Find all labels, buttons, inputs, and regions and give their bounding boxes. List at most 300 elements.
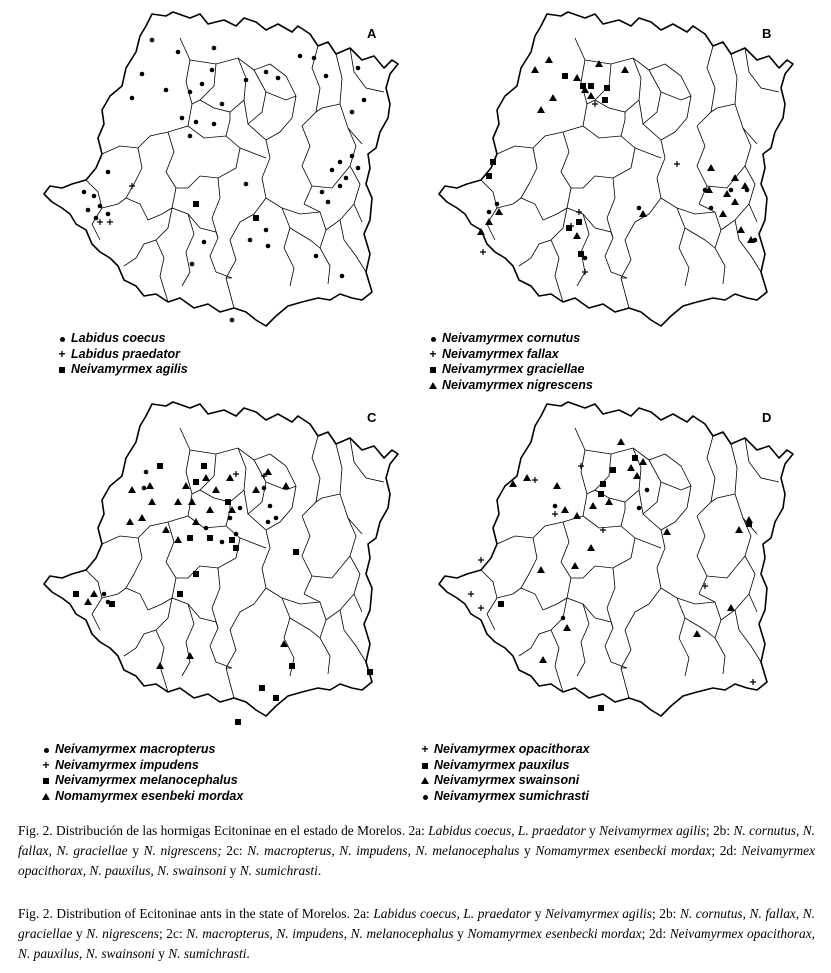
record-dot-marker xyxy=(326,200,331,205)
municipality-border xyxy=(699,594,725,674)
municipality-border xyxy=(661,198,689,286)
record-plus-marker xyxy=(592,101,598,107)
record-dot-marker xyxy=(298,54,303,59)
record-triangle-marker xyxy=(587,92,595,99)
record-dot-marker xyxy=(190,262,195,267)
municipality-border xyxy=(302,46,320,126)
record-dot-marker xyxy=(130,96,135,101)
municipality-border xyxy=(102,198,148,220)
record-dot-marker xyxy=(350,110,355,115)
municipality-border xyxy=(254,140,270,214)
record-plus-marker xyxy=(532,477,538,483)
dot-symbol-icon xyxy=(427,331,439,347)
record-triangle-marker xyxy=(146,482,154,489)
municipality-border xyxy=(304,204,330,284)
municipality-border xyxy=(340,610,366,662)
municipality-border xyxy=(156,240,168,302)
map-panel-d xyxy=(435,398,795,808)
record-triangle-marker xyxy=(539,656,547,663)
municipality-border xyxy=(226,604,254,698)
record-dot-marker xyxy=(176,50,181,55)
record-dot-marker xyxy=(92,194,97,199)
record-square-marker xyxy=(604,85,610,91)
legend-d xyxy=(419,742,590,804)
municipality-border xyxy=(643,118,687,140)
municipality-border xyxy=(156,630,168,692)
record-triangle-marker xyxy=(174,536,182,543)
legend-a xyxy=(56,331,188,378)
municipality-border xyxy=(587,454,611,494)
municipality-border xyxy=(124,208,172,266)
municipality-border xyxy=(216,662,232,668)
municipality-border xyxy=(735,610,761,662)
record-triangle-marker xyxy=(549,94,557,101)
record-square-marker xyxy=(632,455,638,461)
record-dot-marker xyxy=(320,190,325,195)
legend-item: Neivamyrmex agilis xyxy=(56,362,188,378)
record-plus-marker xyxy=(478,605,484,611)
record-dot-marker xyxy=(220,540,225,545)
municipality-border xyxy=(290,618,320,638)
record-dot-marker xyxy=(188,90,193,95)
record-triangle-marker xyxy=(206,506,214,513)
record-triangle-marker xyxy=(595,60,603,67)
map-panel-a xyxy=(40,8,400,398)
record-square-marker xyxy=(193,571,199,577)
triangle-symbol-icon xyxy=(40,789,52,805)
municipality-border xyxy=(635,148,661,158)
record-triangle-marker xyxy=(188,498,196,505)
municipality-border xyxy=(711,104,735,112)
record-dot-marker xyxy=(106,170,111,175)
record-triangle-marker xyxy=(617,438,625,445)
record-triangle-marker xyxy=(571,562,579,569)
record-square-marker xyxy=(578,251,584,257)
municipality-border xyxy=(661,588,689,676)
municipality-border xyxy=(290,228,320,248)
record-triangle-marker xyxy=(138,514,146,521)
record-triangle-marker xyxy=(264,468,272,475)
record-square-marker xyxy=(109,601,115,607)
municipality-border xyxy=(497,516,583,544)
municipality-border xyxy=(575,428,587,516)
record-dot-marker xyxy=(220,102,225,107)
record-triangle-marker xyxy=(693,630,701,637)
record-dot-marker xyxy=(150,38,155,43)
record-dot-marker xyxy=(338,184,343,189)
legend-item: Neivamyrmex graciellae xyxy=(427,362,593,378)
record-dot-marker xyxy=(274,516,279,521)
record-plus-marker xyxy=(233,471,239,477)
record-square-marker xyxy=(225,499,231,505)
municipality-border xyxy=(595,228,613,272)
record-triangle-marker xyxy=(735,526,743,533)
record-triangle-marker xyxy=(282,482,290,489)
triangle-symbol-icon xyxy=(427,378,439,394)
municipality-border xyxy=(200,448,246,502)
record-dot-marker xyxy=(338,160,343,165)
record-triangle-marker xyxy=(663,528,671,535)
municipality-border xyxy=(551,240,563,302)
municipality-border xyxy=(643,508,687,530)
record-dot-marker xyxy=(637,506,642,511)
record-triangle-marker xyxy=(186,652,194,659)
municipality-border xyxy=(711,494,735,502)
square-symbol-icon xyxy=(56,362,68,378)
municipality-border xyxy=(316,104,340,112)
record-triangle-marker xyxy=(128,486,136,493)
record-dot-marker xyxy=(106,212,111,217)
record-dot-marker xyxy=(98,204,103,209)
municipality-border xyxy=(665,64,691,118)
state-border xyxy=(44,402,398,716)
municipality-border xyxy=(190,448,270,460)
municipality-border xyxy=(326,594,354,620)
municipality-border xyxy=(551,630,563,692)
record-triangle-marker xyxy=(553,482,561,489)
municipality-border xyxy=(248,118,292,140)
record-plus-marker xyxy=(576,209,582,215)
record-dot-marker xyxy=(314,254,319,259)
legend-item: Neivamyrmex sumichrasti xyxy=(419,789,590,805)
record-square-marker xyxy=(235,719,241,725)
municipality-border xyxy=(707,556,745,578)
dot-symbol-icon xyxy=(56,331,68,347)
record-triangle-marker xyxy=(126,518,134,525)
square-symbol-icon xyxy=(419,758,431,774)
municipality-border xyxy=(102,126,188,154)
record-triangle-marker xyxy=(228,506,236,513)
record-triangle-marker xyxy=(573,512,581,519)
municipality-border xyxy=(350,438,384,482)
municipality-border xyxy=(735,220,761,272)
record-triangle-marker xyxy=(633,472,641,479)
municipality-border xyxy=(661,482,691,490)
municipality-border xyxy=(575,38,587,126)
legend-item: Labidus coecus xyxy=(56,331,188,347)
municipality-border xyxy=(240,538,266,548)
morelos-map-d xyxy=(435,398,795,738)
record-triangle-marker xyxy=(202,474,210,481)
municipality-border xyxy=(521,538,537,588)
record-dot-marker xyxy=(238,506,243,511)
municipality-border xyxy=(649,530,665,604)
municipality-border xyxy=(240,148,266,158)
record-triangle-marker xyxy=(587,544,595,551)
municipality-border xyxy=(519,208,567,266)
municipality-border xyxy=(621,502,625,526)
record-triangle-marker xyxy=(731,198,739,205)
legend-item: + Labidus praedator xyxy=(56,347,188,363)
municipality-border xyxy=(571,558,631,578)
municipality-border xyxy=(176,168,236,188)
record-triangle-marker xyxy=(573,74,581,81)
municipality-border xyxy=(611,662,627,668)
record-square-marker xyxy=(576,219,582,225)
record-plus-marker xyxy=(480,249,486,255)
legend-c xyxy=(40,742,243,804)
record-dot-marker xyxy=(487,210,492,215)
record-triangle-marker xyxy=(627,464,635,471)
municipality-border xyxy=(200,228,218,272)
municipality-border xyxy=(148,598,200,618)
plus-symbol-icon xyxy=(427,347,439,363)
municipality-border xyxy=(304,594,330,674)
record-triangle-marker xyxy=(523,474,531,481)
municipality-border xyxy=(226,112,230,136)
municipality-border xyxy=(248,508,292,530)
municipality-border xyxy=(176,558,236,578)
record-triangle-marker xyxy=(727,604,735,611)
municipality-border xyxy=(182,604,194,676)
record-dot-marker xyxy=(82,190,87,195)
map-panel-c xyxy=(40,398,400,808)
record-dot-marker xyxy=(94,216,99,221)
state-border xyxy=(439,402,793,716)
municipality-border xyxy=(561,522,571,598)
plus-symbol-icon xyxy=(40,758,52,774)
municipality-border xyxy=(302,436,320,516)
record-square-marker xyxy=(233,545,239,551)
record-square-marker xyxy=(193,201,199,207)
record-triangle-marker xyxy=(545,56,553,63)
record-square-marker xyxy=(273,695,279,701)
record-dot-marker xyxy=(140,72,145,77)
record-dot-marker xyxy=(703,188,708,193)
record-dot-marker xyxy=(362,98,367,103)
municipality-border xyxy=(188,126,240,168)
municipality-border xyxy=(665,454,691,508)
record-triangle-marker xyxy=(563,624,571,631)
panel-letter-a: A xyxy=(367,26,377,41)
record-plus-marker xyxy=(107,219,113,225)
record-square-marker xyxy=(588,83,594,89)
record-triangle-marker xyxy=(639,210,647,217)
municipality-border xyxy=(302,516,312,594)
record-square-marker xyxy=(73,591,79,597)
legend-item: Neivamyrmex cornutus xyxy=(427,331,593,347)
record-square-marker xyxy=(598,705,604,711)
record-square-marker xyxy=(177,591,183,597)
record-dot-marker xyxy=(164,88,169,93)
municipality-border xyxy=(607,568,615,628)
panel-letter-c: C xyxy=(367,410,377,425)
municipality-border xyxy=(254,530,270,604)
record-dot-marker xyxy=(268,504,273,509)
municipality-border xyxy=(481,570,497,630)
record-plus-marker xyxy=(578,463,584,469)
legend-item: Neivamyrmex pauxilus xyxy=(419,758,590,774)
record-square-marker xyxy=(498,601,504,607)
record-dot-marker xyxy=(244,78,249,83)
record-dot-marker xyxy=(356,166,361,171)
record-dot-marker xyxy=(266,244,271,249)
record-plus-marker xyxy=(702,583,708,589)
municipality-border xyxy=(497,126,583,154)
record-square-marker xyxy=(207,535,213,541)
morelos-map-b xyxy=(435,8,795,338)
record-triangle-marker xyxy=(537,106,545,113)
record-dot-marker xyxy=(262,486,267,491)
municipality-border xyxy=(266,198,294,286)
municipality-border xyxy=(621,604,649,698)
municipality-border xyxy=(266,482,296,490)
record-dot-marker xyxy=(266,520,271,525)
municipality-border xyxy=(192,454,216,494)
record-dot-marker xyxy=(344,176,349,181)
municipality-border xyxy=(697,516,707,594)
record-square-marker xyxy=(201,463,207,469)
legend-item: Neivamyrmex swainsoni xyxy=(419,773,590,789)
municipality-border xyxy=(124,598,172,656)
municipality-border xyxy=(745,48,779,92)
municipality-border xyxy=(126,538,142,588)
municipality-border xyxy=(226,214,254,308)
municipality-border xyxy=(312,556,350,578)
map-outline-group xyxy=(44,12,398,326)
record-dot-marker xyxy=(212,122,217,127)
municipality-border xyxy=(635,538,661,548)
record-dot-marker xyxy=(264,70,269,75)
map-outline-group xyxy=(44,402,398,716)
record-square-marker xyxy=(259,685,265,691)
municipality-border xyxy=(721,594,749,620)
record-triangle-marker xyxy=(737,226,745,233)
municipality-border xyxy=(621,214,649,308)
record-dot-marker xyxy=(202,240,207,245)
record-dot-marker xyxy=(228,516,233,521)
record-triangle-marker xyxy=(148,498,156,505)
record-dot-marker xyxy=(276,76,281,81)
municipality-border xyxy=(521,148,537,198)
record-square-marker xyxy=(289,663,295,669)
record-dot-marker xyxy=(495,202,500,207)
municipality-border xyxy=(316,494,340,502)
map-panel-b xyxy=(435,8,795,398)
record-dot-marker xyxy=(194,120,199,125)
municipality-border xyxy=(543,598,595,618)
municipality-border xyxy=(148,208,200,228)
record-plus-marker xyxy=(582,269,588,275)
record-dot-marker xyxy=(709,206,714,211)
map-outline-group xyxy=(439,402,793,716)
record-plus-marker xyxy=(478,557,484,563)
record-dot-marker xyxy=(324,74,329,79)
morelos-map-a xyxy=(40,8,400,338)
triangle-symbol-icon xyxy=(419,773,431,789)
municipality-border xyxy=(190,58,270,70)
record-triangle-marker xyxy=(621,66,629,73)
square-symbol-icon xyxy=(427,362,439,378)
record-triangle-marker xyxy=(485,218,493,225)
record-triangle-marker xyxy=(174,498,182,505)
municipality-border xyxy=(182,214,194,286)
record-triangle-marker xyxy=(212,486,220,493)
record-square-marker xyxy=(600,481,606,487)
state-border xyxy=(44,12,398,326)
map-outline-group xyxy=(439,12,793,326)
record-triangle-marker xyxy=(537,566,545,573)
municipality-border xyxy=(611,272,627,278)
municipality-border xyxy=(519,598,567,656)
municipality-border xyxy=(561,132,571,208)
municipality-border xyxy=(102,588,148,610)
record-dot-marker xyxy=(561,616,566,621)
record-square-marker xyxy=(602,97,608,103)
record-dot-marker xyxy=(753,238,758,243)
municipality-border xyxy=(226,502,230,526)
municipality-border xyxy=(639,70,661,124)
record-triangle-marker xyxy=(639,458,647,465)
record-square-marker xyxy=(598,491,604,497)
record-square-marker xyxy=(157,463,163,469)
record-plus-marker xyxy=(552,511,558,517)
record-dot-marker xyxy=(180,116,185,121)
municipality-border xyxy=(577,604,589,676)
legend-item: Neivamyrmex melanocephalus xyxy=(40,773,243,789)
record-dot-marker xyxy=(350,154,355,159)
municipality-border xyxy=(126,148,142,198)
municipality-border xyxy=(697,436,715,516)
record-triangle-marker xyxy=(561,506,569,513)
municipality-border xyxy=(166,522,176,598)
legend-item: + Neivamyrmex fallax xyxy=(427,347,593,363)
record-plus-marker xyxy=(750,679,756,685)
legend-b xyxy=(427,331,593,393)
municipality-border xyxy=(270,454,296,508)
record-triangle-marker xyxy=(162,526,170,533)
legend-item: Neivamyrmex nigrescens xyxy=(427,378,593,394)
record-triangle-marker xyxy=(84,598,92,605)
municipality-border xyxy=(266,92,296,100)
legend-item: Neivamyrmex macropterus xyxy=(40,742,243,758)
record-triangle-marker xyxy=(90,590,98,597)
record-dot-marker xyxy=(244,182,249,187)
record-dot-marker xyxy=(204,526,209,531)
plus-symbol-icon xyxy=(419,742,431,758)
record-triangle-marker xyxy=(589,502,597,509)
morelos-map-c xyxy=(40,398,400,738)
municipality-border xyxy=(340,220,366,272)
record-dot-marker xyxy=(142,486,147,491)
record-triangle-marker xyxy=(156,662,164,669)
municipality-border xyxy=(212,568,220,628)
record-dot-marker xyxy=(330,168,335,173)
municipality-border xyxy=(497,198,543,220)
municipality-border xyxy=(685,228,715,248)
municipality-border xyxy=(212,178,220,238)
caption-english: Fig. 2. Distribution of Ecitoninae ants in the state of Morelos. 2a: Labidus coecus, L. praedator y Neivamyrmex agilis; 2b: N. cornutus, N. fallax, N. graciellae y N. nigrescens; 2c: N. macropterus, N. impudens, N. melanocephalus y Nomamyrmex esenbecki mordax; 2d: Neivamyrmex opacithorax, N. pauxilus, N. swainsoni y N. sumichrasti. xyxy=(18,906,816,961)
dot-symbol-icon xyxy=(419,789,431,805)
record-dot-marker xyxy=(234,532,239,537)
record-square-marker xyxy=(229,537,235,543)
municipality-border xyxy=(595,618,613,662)
record-square-marker xyxy=(253,215,259,221)
record-dot-marker xyxy=(729,188,734,193)
municipality-border xyxy=(244,70,266,124)
record-dot-marker xyxy=(188,134,193,139)
municipality-border xyxy=(583,126,635,168)
caption-spanish: Fig. 2. Distribución de las hormigas Ecitoninae en el estado de Morelos. 2a: Labidus coecus, L. praedator y Neivamyrmex agilis; 2b: N. cornutus, N. fallax, N. graciellae y N. nigrescens; 2c: N. macropterus, N. impudens, N. melanocephalus y Nomamyrmex esenbecki mordax; 2d: Neivamyrmex opacithorax, N. pauxilus, N. swainsoni y N. sumichrasti. xyxy=(18,823,816,878)
municipality-border xyxy=(621,112,625,136)
record-square-marker xyxy=(746,521,752,527)
panel-letter-b: B xyxy=(762,26,772,41)
record-square-marker xyxy=(580,83,586,89)
municipality-border xyxy=(585,448,665,460)
record-square-marker xyxy=(293,549,299,555)
record-square-marker xyxy=(367,669,373,675)
record-square-marker xyxy=(187,535,193,541)
